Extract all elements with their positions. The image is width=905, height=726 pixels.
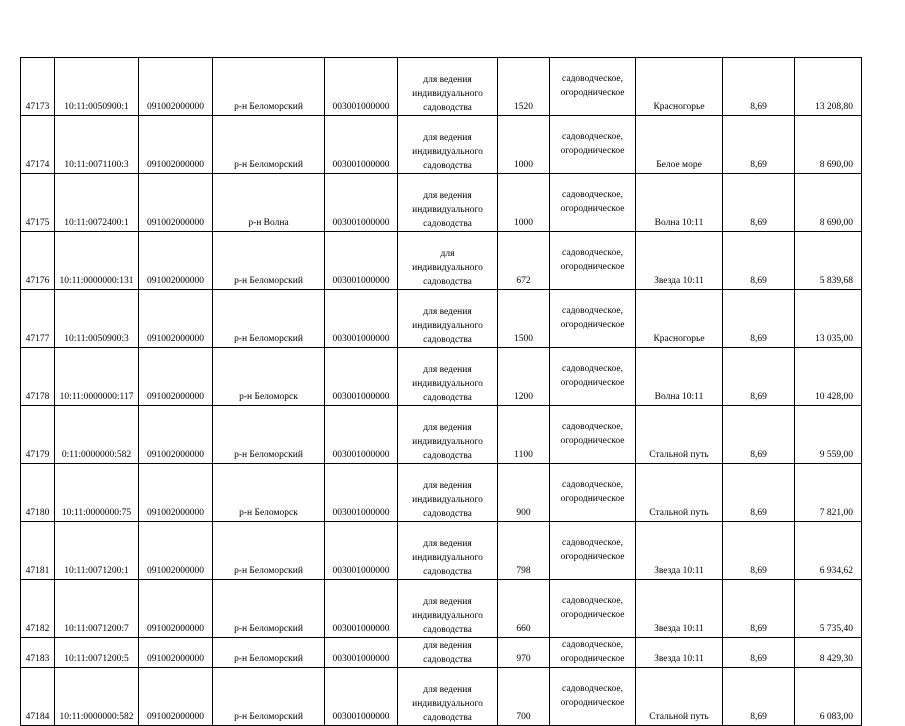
area-cell: 660 [498,580,550,638]
table-row [21,174,862,232]
land-kind-line: садоводческое, [562,684,623,694]
record-number-cell: 47184 [21,668,55,726]
cadastral-number-cell: 10:11:0072400:1 [55,174,139,232]
permitted-use-cell [398,464,498,522]
amount-cell: 6 083,00 [795,668,862,726]
land-kind-line: огородническое [560,204,625,214]
oktmo-code-cell: 091002000000 [139,668,213,726]
district-cell: р-н Беломорский [213,58,325,116]
land-kind-cell [550,668,636,726]
land-kind-line: садоводческое, [562,480,623,490]
land-kind-cell [550,290,636,348]
land-kind-line: огородническое [560,262,625,272]
cadastral-number-cell: 10:11:0071200:1 [55,522,139,580]
area-cell: 1200 [498,348,550,406]
permitted-use-line: для ведения [423,133,472,143]
permitted-use-line: садоводства [423,655,472,665]
land-kind-line: огородническое [560,436,625,446]
permitted-use-line: индивидуального [412,147,483,157]
rate-cell: 8,69 [723,116,795,174]
table-row [21,232,862,290]
permitted-use-cell [398,406,498,464]
permitted-use-line: для ведения [423,423,472,433]
permitted-use-line: садоводства [423,277,472,287]
cadastral-number-cell: 10:11:0071200:7 [55,580,139,638]
location-cell: Красногорье [636,58,723,116]
permitted-use-line: для ведения [423,539,472,549]
land-plots-table [20,57,862,726]
permitted-use-line: садоводства [423,393,472,403]
cadastral-number-cell: 10:11:0000000:582 [55,668,139,726]
land-kind-cell [550,522,636,580]
land-kind-cell [550,464,636,522]
record-number-cell: 47175 [21,174,55,232]
permitted-use-line: индивидуального [412,379,483,389]
oktmo-code-cell: 091002000000 [139,174,213,232]
district-cell: р-н Беломорский [213,290,325,348]
oktmo-code-cell: 091002000000 [139,116,213,174]
district-cell: р-н Волна [213,174,325,232]
amount-cell: 13 208,80 [795,58,862,116]
area-cell: 1100 [498,406,550,464]
category-code-cell: 003001000000 [325,348,398,406]
rate-cell: 8,69 [723,522,795,580]
table-row [21,580,862,638]
cadastral-number-cell: 10:11:0071200:5 [55,638,139,668]
area-cell: 1000 [498,174,550,232]
amount-cell: 8 429,30 [795,638,862,668]
permitted-use-line: индивидуального [412,611,483,621]
cadastral-number-cell: 10:11:0000000:75 [55,464,139,522]
land-kind-line: садоводческое, [562,364,623,374]
rate-cell: 8,69 [723,580,795,638]
record-number-cell: 47176 [21,232,55,290]
category-code-cell: 003001000000 [325,406,398,464]
permitted-use-line: садоводства [423,509,472,519]
permitted-use-cell [398,638,498,668]
permitted-use-line: садоводства [423,713,472,723]
amount-cell: 10 428,00 [795,348,862,406]
location-cell: Волна 10:11 [636,174,723,232]
category-code-cell: 003001000000 [325,464,398,522]
location-cell: Звезда 10:11 [636,580,723,638]
location-cell: Стальной путь [636,406,723,464]
land-kind-line: огородническое [560,552,625,562]
table-row [21,668,862,726]
rate-cell: 8,69 [723,668,795,726]
permitted-use-line: индивидуального [412,699,483,709]
land-kind-line: огородническое [560,146,625,156]
area-cell: 1500 [498,290,550,348]
land-kind-line: огородническое [560,378,625,388]
area-cell: 900 [498,464,550,522]
district-cell: р-н Беломорский [213,116,325,174]
cadastral-number-cell: 10:11:0050900:3 [55,290,139,348]
land-kind-line: садоводческое, [562,422,623,432]
district-cell: р-н Беломорский [213,668,325,726]
cadastral-number-cell: 0:11:0000000:582 [55,406,139,464]
land-kind-line: садоводческое, [562,596,623,606]
permitted-use-line: индивидуального [412,263,483,273]
permitted-use-line: для ведения [423,75,472,85]
cadastral-number-cell: 10:11:0071100:3 [55,116,139,174]
land-kind-line: огородническое [560,654,625,664]
permitted-use-cell [398,58,498,116]
oktmo-code-cell: 091002000000 [139,348,213,406]
permitted-use-line: для ведения [423,597,472,607]
location-cell: Звезда 10:11 [636,638,723,668]
land-kind-cell [550,116,636,174]
table-row [21,348,862,406]
land-kind-line: огородническое [560,698,625,708]
permitted-use-line: для ведения [423,307,472,317]
record-number-cell: 47173 [21,58,55,116]
location-cell: Звезда 10:11 [636,232,723,290]
table-row [21,464,862,522]
rate-cell: 8,69 [723,58,795,116]
cadastral-number-cell: 10:11:0050900:1 [55,58,139,116]
land-kind-line: огородническое [560,320,625,330]
oktmo-code-cell: 091002000000 [139,522,213,580]
permitted-use-cell [398,116,498,174]
category-code-cell: 003001000000 [325,522,398,580]
record-number-cell: 47182 [21,580,55,638]
rate-cell: 8,69 [723,464,795,522]
location-cell: Красногорье [636,290,723,348]
permitted-use-line: индивидуального [412,321,483,331]
permitted-use-line: индивидуального [412,437,483,447]
permitted-use-line: для ведения [423,641,472,651]
table-body [21,58,862,726]
land-kind-cell [550,232,636,290]
land-kind-line: садоводческое, [562,190,623,200]
district-cell: р-н Беломорск [213,348,325,406]
category-code-cell: 003001000000 [325,580,398,638]
permitted-use-line: садоводства [423,103,472,113]
permitted-use-line: садоводства [423,567,472,577]
permitted-use-cell [398,522,498,580]
permitted-use-cell [398,348,498,406]
permitted-use-line: садоводства [423,451,472,461]
rate-cell: 8,69 [723,232,795,290]
category-code-cell: 003001000000 [325,668,398,726]
record-number-cell: 47177 [21,290,55,348]
land-kind-cell [550,580,636,638]
permitted-use-line: садоводства [423,161,472,171]
category-code-cell: 003001000000 [325,232,398,290]
district-cell: р-н Беломорский [213,580,325,638]
area-cell: 1520 [498,58,550,116]
location-cell: Стальной путь [636,668,723,726]
oktmo-code-cell: 091002000000 [139,232,213,290]
table-row [21,290,862,348]
location-cell: Стальной путь [636,464,723,522]
amount-cell: 5 735,40 [795,580,862,638]
land-kind-line: садоводческое, [562,640,623,650]
amount-cell: 6 934,62 [795,522,862,580]
land-kind-line: огородническое [560,494,625,504]
cadastral-number-cell: 10:11:0000000:131 [55,232,139,290]
amount-cell: 13 035,00 [795,290,862,348]
land-kind-cell [550,58,636,116]
district-cell: р-н Беломорск [213,464,325,522]
district-cell: р-н Беломорский [213,522,325,580]
table-row [21,638,862,668]
permitted-use-cell [398,174,498,232]
area-cell: 798 [498,522,550,580]
land-kind-cell [550,638,636,668]
land-kind-cell [550,174,636,232]
oktmo-code-cell: 091002000000 [139,290,213,348]
table-row [21,116,862,174]
record-number-cell: 47181 [21,522,55,580]
area-cell: 970 [498,638,550,668]
table-row [21,58,862,116]
land-kind-cell [550,406,636,464]
permitted-use-line: садоводства [423,219,472,229]
permitted-use-line: для [440,249,455,259]
area-cell: 1000 [498,116,550,174]
amount-cell: 8 690,00 [795,174,862,232]
oktmo-code-cell: 091002000000 [139,406,213,464]
oktmo-code-cell: 091002000000 [139,58,213,116]
location-cell: Белое море [636,116,723,174]
table-row [21,522,862,580]
permitted-use-line: для ведения [423,191,472,201]
land-kind-line: огородническое [560,88,625,98]
permitted-use-line: индивидуального [412,89,483,99]
land-kind-cell [550,348,636,406]
category-code-cell: 003001000000 [325,638,398,668]
land-kind-line: садоводческое, [562,538,623,548]
oktmo-code-cell: 091002000000 [139,464,213,522]
permitted-use-line: для ведения [423,365,472,375]
land-kind-line: садоводческое, [562,74,623,84]
rate-cell: 8,69 [723,348,795,406]
rate-cell: 8,69 [723,638,795,668]
land-kind-line: садоводческое, [562,132,623,142]
oktmo-code-cell: 091002000000 [139,638,213,668]
permitted-use-cell [398,580,498,638]
oktmo-code-cell: 091002000000 [139,580,213,638]
record-number-cell: 47178 [21,348,55,406]
amount-cell: 8 690,00 [795,116,862,174]
permitted-use-line: индивидуального [412,495,483,505]
district-cell: р-н Беломорский [213,638,325,668]
location-cell: Волна 10:11 [636,348,723,406]
area-cell: 700 [498,668,550,726]
area-cell: 672 [498,232,550,290]
permitted-use-line: для ведения [423,481,472,491]
rate-cell: 8,69 [723,174,795,232]
category-code-cell: 003001000000 [325,290,398,348]
record-number-cell: 47183 [21,638,55,668]
category-code-cell: 003001000000 [325,174,398,232]
land-kind-line: садоводческое, [562,306,623,316]
category-code-cell: 003001000000 [325,58,398,116]
table-row [21,406,862,464]
cadastral-number-cell: 10:11:0000000:117 [55,348,139,406]
permitted-use-cell [398,668,498,726]
category-code-cell: 003001000000 [325,116,398,174]
land-kind-line: огородническое [560,610,625,620]
permitted-use-line: садоводства [423,625,472,635]
permitted-use-cell [398,290,498,348]
amount-cell: 5 839,68 [795,232,862,290]
permitted-use-cell [398,232,498,290]
land-kind-line: садоводческое, [562,248,623,258]
rate-cell: 8,69 [723,406,795,464]
location-cell: Звезда 10:11 [636,522,723,580]
permitted-use-line: для ведения [423,685,472,695]
permitted-use-line: индивидуального [412,553,483,563]
record-number-cell: 47179 [21,406,55,464]
amount-cell: 7 821,00 [795,464,862,522]
amount-cell: 9 559,00 [795,406,862,464]
record-number-cell: 47180 [21,464,55,522]
rate-cell: 8,69 [723,290,795,348]
district-cell: р-н Беломорский [213,406,325,464]
district-cell: р-н Беломорский [213,232,325,290]
permitted-use-line: индивидуального [412,205,483,215]
record-number-cell: 47174 [21,116,55,174]
permitted-use-line: садоводства [423,335,472,345]
